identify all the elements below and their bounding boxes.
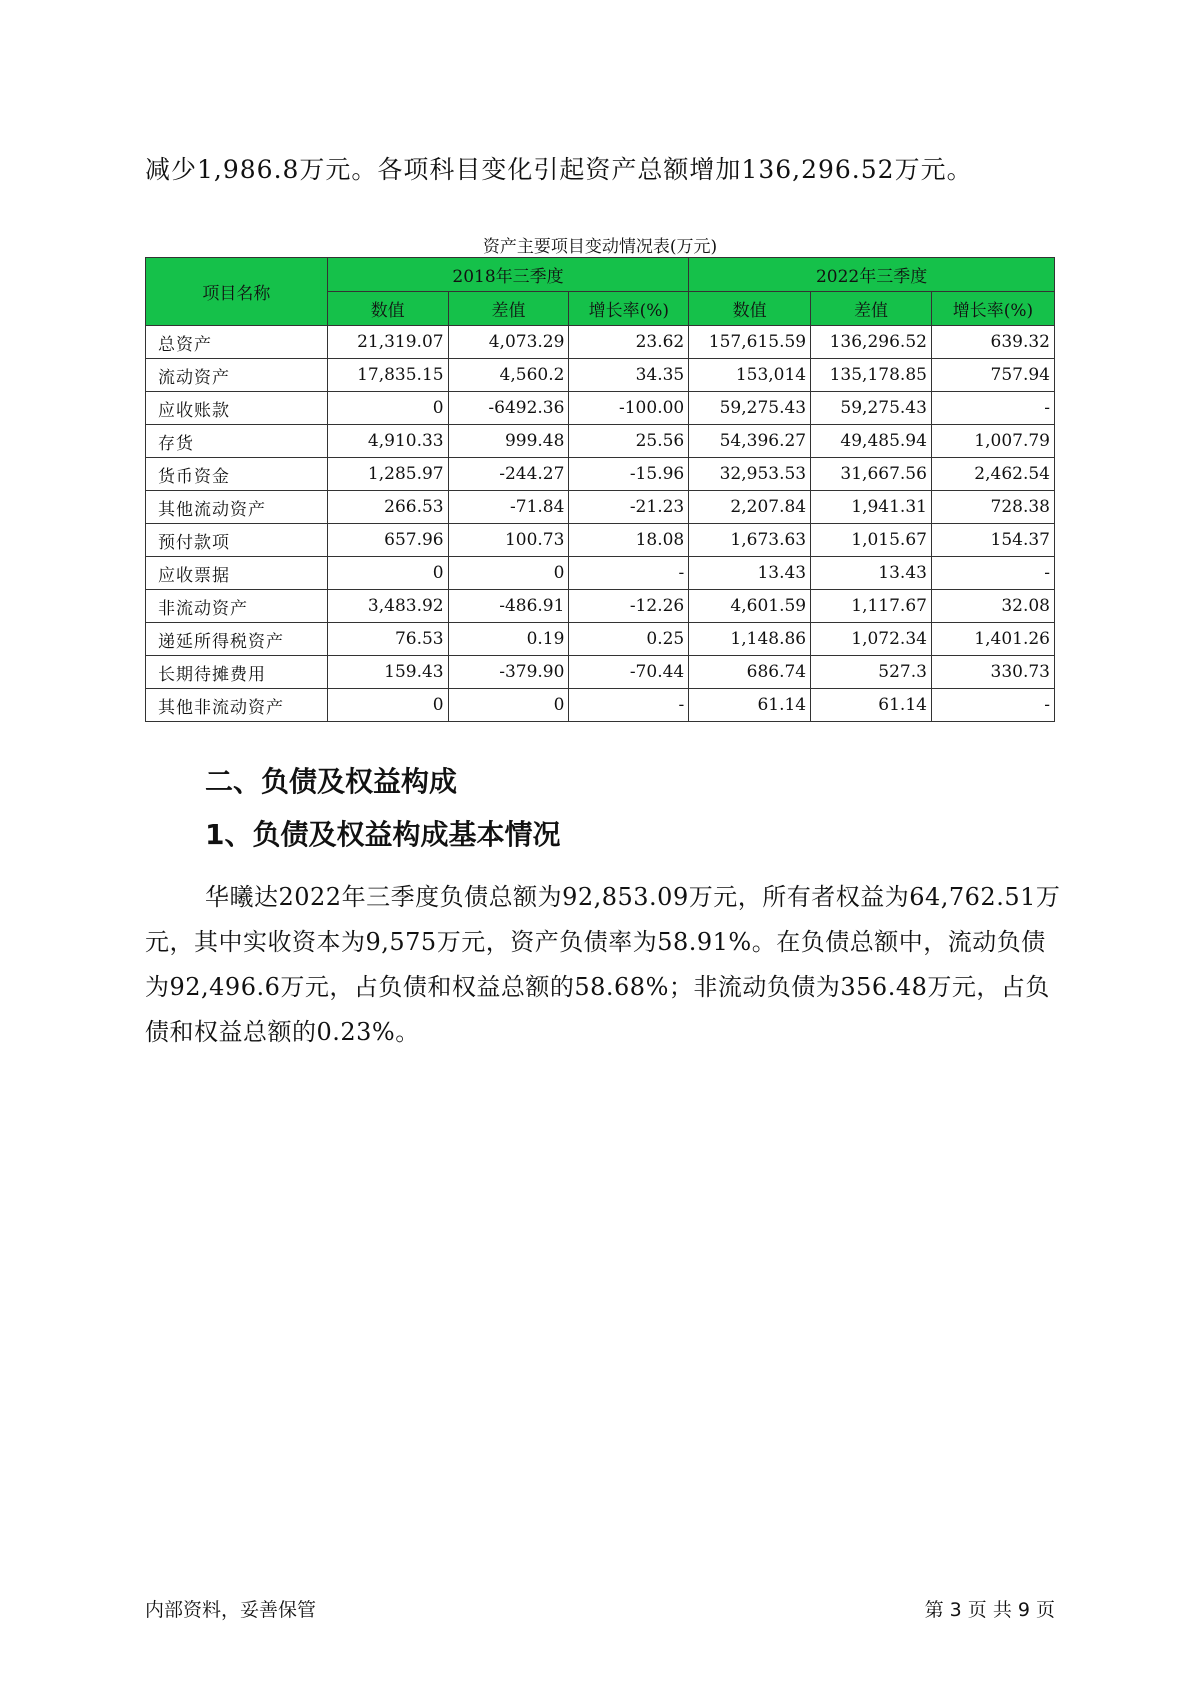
row-value-cell: 34.35 xyxy=(569,359,689,392)
row-item-name: 预付款项 xyxy=(146,524,328,557)
row-value-cell: 0 xyxy=(327,392,448,425)
table-header xyxy=(146,258,1055,326)
subsection-title: 1、负债及权益构成基本情况 xyxy=(205,818,561,851)
table-caption: 资产主要项目变动情况表(万元) xyxy=(482,237,718,257)
row-value-cell: 4,910.33 xyxy=(327,425,448,458)
row-value-cell: 527.3 xyxy=(811,656,932,689)
table-row xyxy=(146,689,1055,722)
row-value-cell: 54,396.27 xyxy=(689,425,811,458)
row-value-cell: 330.73 xyxy=(931,656,1054,689)
row-value-cell: 4,073.29 xyxy=(448,326,569,359)
row-item-name: 总资产 xyxy=(146,326,328,359)
row-value-cell: -379.90 xyxy=(448,656,569,689)
row-item-name: 长期待摊费用 xyxy=(146,656,328,689)
rate-header-2022: 增长率(%) xyxy=(931,292,1054,326)
row-item-name: 递延所得税资产 xyxy=(146,623,328,656)
row-value-cell: 32,953.53 xyxy=(689,458,811,491)
row-value-cell: 1,401.26 xyxy=(931,623,1054,656)
row-value-cell: - xyxy=(931,689,1054,722)
table-row xyxy=(146,425,1055,458)
table-row xyxy=(146,491,1055,524)
item-name-header: 项目名称 xyxy=(146,258,328,326)
row-value-cell: 999.48 xyxy=(448,425,569,458)
row-value-cell: 0 xyxy=(327,689,448,722)
section-title: 二、负债及权益构成 xyxy=(205,765,458,798)
row-value-cell: - xyxy=(931,392,1054,425)
row-value-cell: 0.19 xyxy=(448,623,569,656)
row-value-cell: -12.26 xyxy=(569,590,689,623)
row-value-cell: 100.73 xyxy=(448,524,569,557)
row-item-name: 应收账款 xyxy=(146,392,328,425)
row-value-cell: 25.56 xyxy=(569,425,689,458)
row-value-cell: 135,178.85 xyxy=(811,359,932,392)
table-row xyxy=(146,392,1055,425)
table-body xyxy=(146,326,1055,722)
row-value-cell: 2,207.84 xyxy=(689,491,811,524)
row-value-cell: 1,285.97 xyxy=(327,458,448,491)
row-value-cell: 639.32 xyxy=(931,326,1054,359)
liability-equity-paragraph: 华曦达2022年三季度负债总额为92,853.09万元，所有者权益为64,762.51万元，其中实收资本为9,575万元，资产负债率为58.91%。在负债总额中，流动负债为92,496.6万元，占负债和权益总额的58.68%；非流动负债为356.48万元，占负债和权益总额的0.23%。 xyxy=(145,883,1061,1046)
table-row xyxy=(146,326,1055,359)
row-value-cell: 157,615.59 xyxy=(689,326,811,359)
row-value-cell: -244.27 xyxy=(448,458,569,491)
row-value-cell: 59,275.43 xyxy=(811,392,932,425)
row-value-cell: 153,014 xyxy=(689,359,811,392)
row-value-cell: 1,673.63 xyxy=(689,524,811,557)
row-value-cell: 0 xyxy=(448,557,569,590)
row-value-cell: 1,941.31 xyxy=(811,491,932,524)
row-item-name: 其他流动资产 xyxy=(146,491,328,524)
row-value-cell: 136,296.52 xyxy=(811,326,932,359)
row-value-cell: 21,319.07 xyxy=(327,326,448,359)
row-value-cell: -21.23 xyxy=(569,491,689,524)
diff-header-2022: 差值 xyxy=(811,292,932,326)
row-value-cell: 2,462.54 xyxy=(931,458,1054,491)
footer-confidential-note: 内部资料，妥善保管 xyxy=(145,1599,317,1621)
row-value-cell: - xyxy=(569,557,689,590)
row-value-cell: 4,601.59 xyxy=(689,590,811,623)
row-value-cell: 13.43 xyxy=(689,557,811,590)
row-value-cell: -15.96 xyxy=(569,458,689,491)
row-item-name: 应收票据 xyxy=(146,557,328,590)
row-value-cell: 1,117.67 xyxy=(811,590,932,623)
group-2018-header: 2018年三季度 xyxy=(327,258,688,292)
asset-change-table xyxy=(145,257,1055,722)
row-value-cell: 4,560.2 xyxy=(448,359,569,392)
row-value-cell: 23.62 xyxy=(569,326,689,359)
row-value-cell: - xyxy=(569,689,689,722)
row-value-cell: 0 xyxy=(448,689,569,722)
table-row xyxy=(146,623,1055,656)
row-value-cell: - xyxy=(931,557,1054,590)
row-item-name: 其他非流动资产 xyxy=(146,689,328,722)
row-value-cell: 0.25 xyxy=(569,623,689,656)
group-2022-header: 2022年三季度 xyxy=(689,258,1055,292)
row-value-cell: 1,072.34 xyxy=(811,623,932,656)
row-value-cell: 13.43 xyxy=(811,557,932,590)
row-value-cell: 0 xyxy=(327,557,448,590)
row-item-name: 非流动资产 xyxy=(146,590,328,623)
row-value-cell: 49,485.94 xyxy=(811,425,932,458)
table-row xyxy=(146,656,1055,689)
row-value-cell: 266.53 xyxy=(327,491,448,524)
row-value-cell: 757.94 xyxy=(931,359,1054,392)
diff-header-2018: 差值 xyxy=(448,292,569,326)
row-value-cell: 1,148.86 xyxy=(689,623,811,656)
row-value-cell: -100.00 xyxy=(569,392,689,425)
row-value-cell: 686.74 xyxy=(689,656,811,689)
row-value-cell: 728.38 xyxy=(931,491,1054,524)
row-value-cell: -486.91 xyxy=(448,590,569,623)
table-row xyxy=(146,557,1055,590)
row-value-cell: 32.08 xyxy=(931,590,1054,623)
row-item-name: 流动资产 xyxy=(146,359,328,392)
value-header-2018: 数值 xyxy=(327,292,448,326)
row-value-cell: 1,007.79 xyxy=(931,425,1054,458)
row-item-name: 存货 xyxy=(146,425,328,458)
row-value-cell: 3,483.92 xyxy=(327,590,448,623)
table-row xyxy=(146,524,1055,557)
row-value-cell: 59,275.43 xyxy=(689,392,811,425)
row-item-name: 货币资金 xyxy=(146,458,328,491)
table-row xyxy=(146,359,1055,392)
value-header-2022: 数值 xyxy=(689,292,811,326)
row-value-cell: 18.08 xyxy=(569,524,689,557)
table-row xyxy=(146,590,1055,623)
row-value-cell: 31,667.56 xyxy=(811,458,932,491)
row-value-cell: -6492.36 xyxy=(448,392,569,425)
row-value-cell: 76.53 xyxy=(327,623,448,656)
row-value-cell: -70.44 xyxy=(569,656,689,689)
row-value-cell: 657.96 xyxy=(327,524,448,557)
footer-page-number: 第 3 页 共 9 页 xyxy=(924,1599,1055,1621)
row-value-cell: -71.84 xyxy=(448,491,569,524)
row-value-cell: 159.43 xyxy=(327,656,448,689)
row-value-cell: 1,015.67 xyxy=(811,524,932,557)
row-value-cell: 17,835.15 xyxy=(327,359,448,392)
row-value-cell: 61.14 xyxy=(811,689,932,722)
row-value-cell: 154.37 xyxy=(931,524,1054,557)
intro-paragraph: 减少1,986.8万元。各项科目变化引起资产总额增加136,296.52万元。 xyxy=(145,155,973,184)
rate-header-2018: 增长率(%) xyxy=(569,292,689,326)
table-row xyxy=(146,458,1055,491)
row-value-cell: 61.14 xyxy=(689,689,811,722)
